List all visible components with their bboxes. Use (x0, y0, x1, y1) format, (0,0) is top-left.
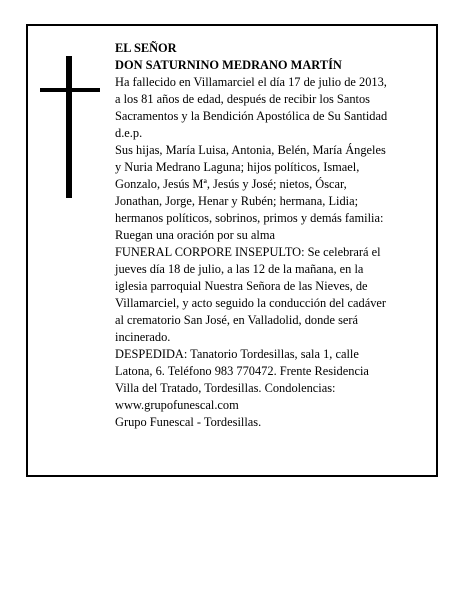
funeral-details: FUNERAL CORPORE INSEPULTO: Se celebrará el jueves día 18 de julio, a las 12 de la mañana, en la iglesia parroquial Nuestra Señora de las Nieves, de Villamarciel, y acto seguido la conducción del cadáver al crematorio San José, en Valladolid, donde será incinerado. (115, 245, 387, 344)
deceased-name: DON SATURNINO MEDRANO MARTÍN (115, 58, 342, 72)
obituary-text (115, 40, 431, 431)
death-announcement: Ha fallecido en Villamarciel el día 17 de julio de 2013, a los 81 años de edad, después de recibir los Santos Sacramentos y la Bendición Apostólica de Su Santidad d.e.p. (115, 75, 388, 140)
cross-horizontal-bar (40, 88, 100, 92)
obituary-notice (26, 24, 438, 477)
cross-vertical-bar (66, 56, 72, 198)
funeral-home: Grupo Funescal - Tordesillas. (115, 415, 262, 429)
cross-icon (40, 56, 100, 198)
farewell-details: DESPEDIDA: Tanatorio Tordesillas, sala 1, calle Latona, 6. Teléfono 983 770472. Frente Residencia Villa del Tratado, Tordesillas. Condolencias: www.grupofunescal.com (115, 347, 369, 412)
title-honorific: EL SEÑOR (115, 41, 177, 55)
family-list: Sus hijas, María Luisa, Antonia, Belén, María Ángeles y Nuria Medrano Laguna; hijos políticos, Ismael, Gonzalo, Jesús Mª, Jesús y José; nietos, Óscar, Jonathan, Jorge, Henar y Rubén; hermana, Lidia; hermanos políticos, sobrinos, primos y demás familia: Ruegan una oración por su alma (115, 143, 386, 242)
